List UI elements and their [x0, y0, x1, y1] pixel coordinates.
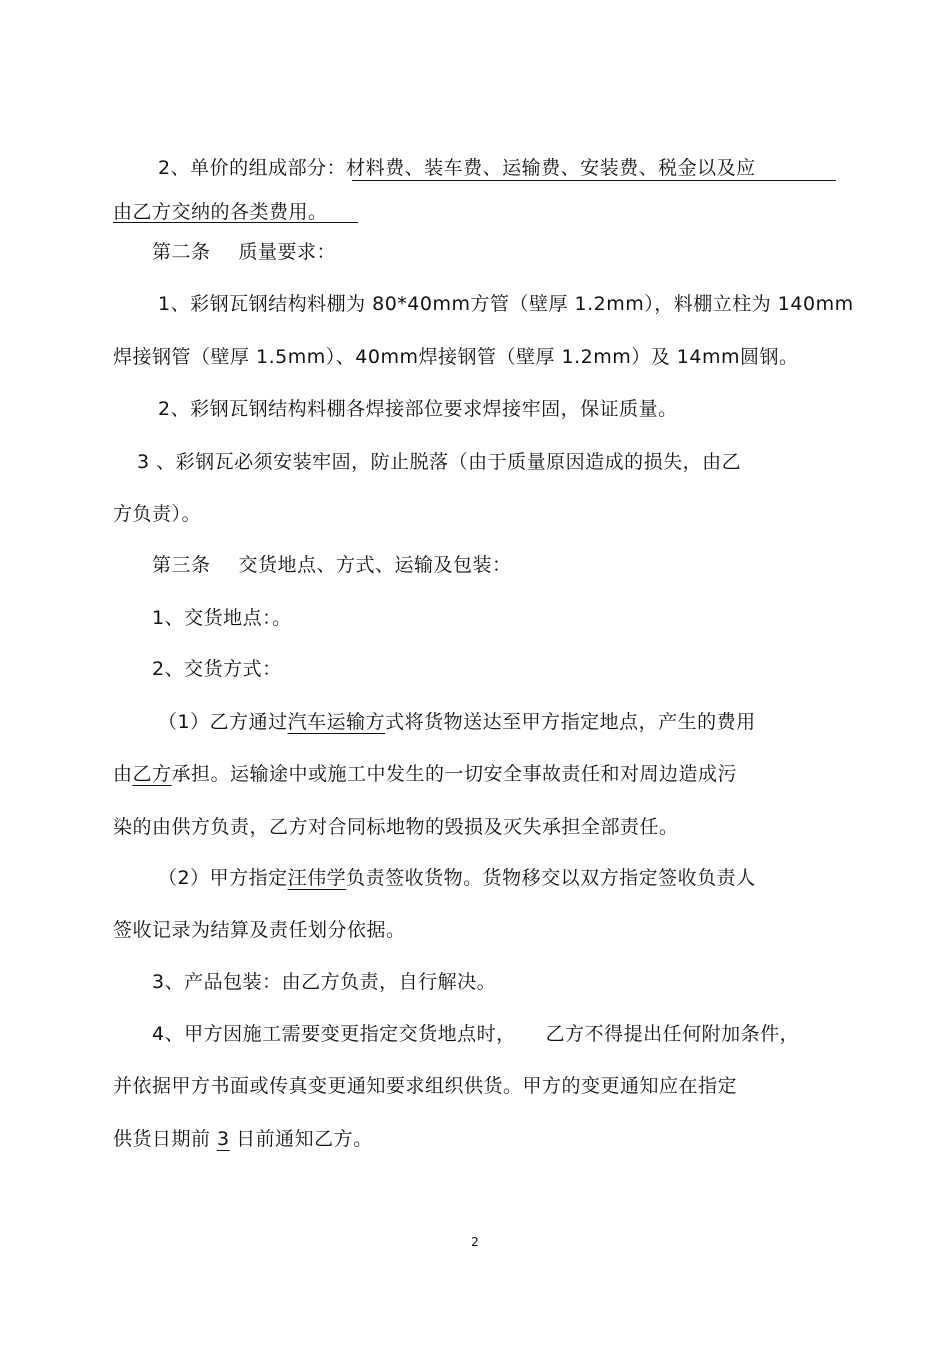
delivery-change-line-3	[113, 1127, 373, 1151]
receiver-name-underlined: 汪伟学	[287, 867, 347, 889]
party-b-underlined: 乙方	[132, 763, 172, 785]
delivery-change-text-a: 4、甲方因施工需要变更指定交货地点时，	[152, 1023, 516, 1045]
delivery-sub-1-line-3: 染的由供方负责，乙方对合同标地物的毁损及灭失承担全部责任。	[113, 816, 679, 838]
delivery-place: 1、交货地点：。	[152, 607, 292, 629]
quality-item-3-line-1: 3 、彩钢瓦必须安装牢固，防止脱落（由于质量原因造成的损失，由乙	[137, 451, 742, 473]
delivery-sub-1-line-2-b: 承担。运输途中或施工中发生的一切安全事故责任和对周边造成污	[171, 763, 738, 785]
notice-days-underlined: 3	[217, 1128, 230, 1150]
transport-mode-underlined: 汽车运输方	[287, 711, 386, 733]
article-2-heading	[152, 240, 336, 264]
price-clause-underline-2	[113, 222, 358, 223]
delivery-sub-1-line-2-a: 由	[113, 763, 133, 785]
quality-item-3-line-2: 方负责）。	[113, 503, 202, 525]
delivery-method-heading: 2、交货方式：	[152, 658, 282, 680]
delivery-sub-1-text-b: 式将货物送达至甲方指定地点，产生的费用	[385, 711, 756, 733]
delivery-sub-2-text-b: 负责签收货物。货物移交以双方指定签收负责人	[346, 867, 756, 889]
delivery-sub-1-text-a: （1）乙方通过	[158, 711, 288, 733]
delivery-sub-1-line-1	[158, 710, 756, 734]
article-3-title: 交货地点、方式、运输及包装：	[238, 554, 512, 576]
quality-item-1-line-2: 焊接钢管（壁厚 1.5mm）、40mm焊接钢管（壁厚 1.2mm）及 14mm圆钢。	[113, 346, 799, 368]
delivery-change-line-3-a: 供货日期前	[113, 1128, 218, 1150]
article-3-heading	[152, 553, 512, 577]
delivery-sub-2-line-1	[158, 866, 756, 890]
article-2-number: 第二条	[152, 241, 211, 263]
delivery-sub-2-line-2: 签收记录为结算及责任划分依据。	[113, 919, 406, 941]
quality-item-2: 2、彩钢瓦钢结构料棚各焊接部位要求焊接牢固，保证质量。	[158, 398, 678, 420]
price-clause-line-1	[158, 156, 756, 180]
article-3-number: 第三条	[152, 554, 211, 576]
article-2-title: 质量要求：	[238, 241, 337, 263]
delivery-change-line-2: 并依据甲方书面或传真变更通知要求组织供货。甲方的变更通知应在指定	[113, 1075, 738, 1097]
delivery-sub-2-text-a: （2）甲方指定	[158, 867, 288, 889]
delivery-sub-1-line-2	[113, 762, 737, 786]
price-clause-underlined-2: 由乙方交纳的各类费用。	[113, 201, 328, 223]
page-number: 2	[471, 1235, 479, 1249]
delivery-change-line-1	[152, 1022, 799, 1046]
price-clause-underline-1	[352, 180, 836, 181]
delivery-change-line-3-b: 日前通知乙方。	[229, 1128, 373, 1150]
quality-item-1-line-1: 1、彩钢瓦钢结构料棚为 80*40mm方管（壁厚 1.2mm），料棚立柱为 140mm	[158, 293, 854, 315]
price-clause-prefix: 2、单价的组成部分：	[158, 157, 347, 179]
delivery-change-text-b: 乙方不得提出任何附加条件，	[545, 1023, 800, 1045]
price-clause-line-2	[113, 200, 328, 224]
delivery-packaging: 3、产品包装：由乙方负责，自行解决。	[152, 971, 497, 993]
price-clause-underlined-1: 材料费、装车费、运输费、安装费、税金以及应	[346, 157, 756, 179]
